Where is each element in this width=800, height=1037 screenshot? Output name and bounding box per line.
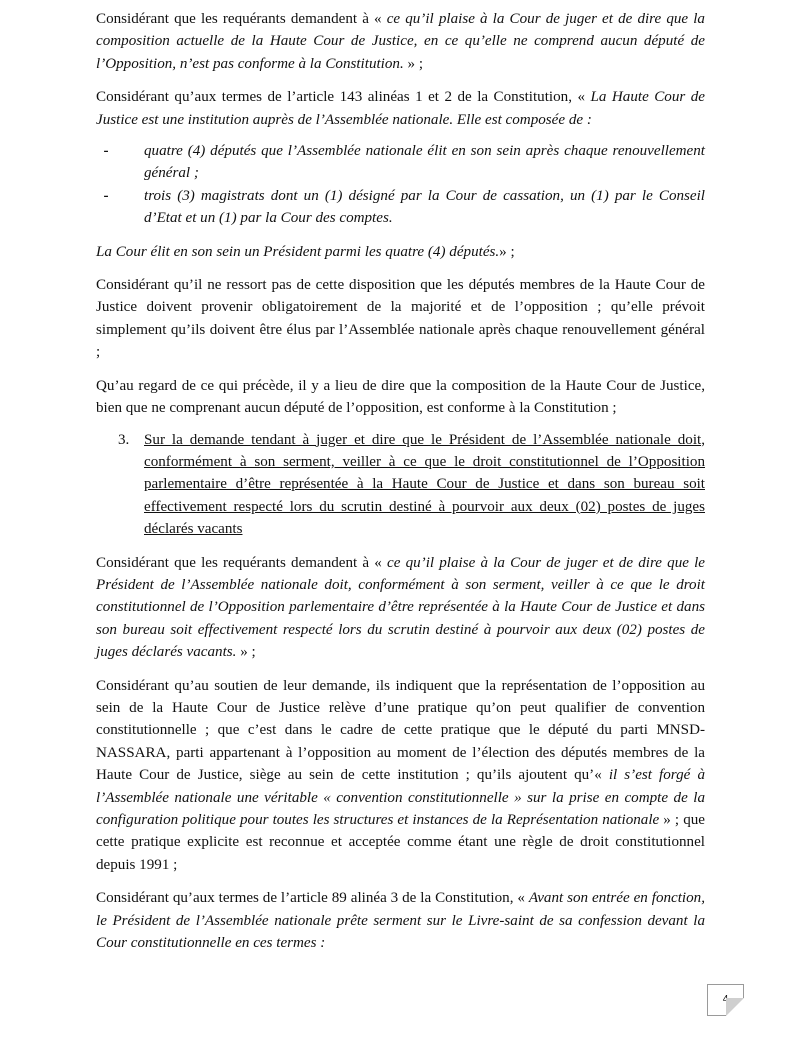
page-number-box (707, 984, 744, 1016)
text-segment: Considérant qu’aux termes de l’article 143 alinéas 1 et 2 de la Constitution, « (96, 89, 591, 106)
paragraph-article-143 (96, 86, 705, 131)
text-segment: » ; que cette pratique explicite est reconnue et acceptée comme étant une règle de droit constitutionnel depuis 1991 ; (96, 812, 705, 873)
paragraph-disposition-analysis: Considérant qu’il ne ressort pas de cette disposition que les députés membres de la Haute Cour de Justice doivent provenir obligatoirement de la majorité et de l’opposition ; qu’elle prévoit simplement qu’ils doivent être élus par l’Assemblée nationale après chaque renouvellement général ; (96, 277, 705, 361)
quote-text: Avant son entrée en fonction, le Président de l’Assemblée nationale prête serment sur le Livre-saint de sa confession devant la Cour constitutionnelle en ces termes : (96, 890, 705, 952)
paragraph-requerants-demande-composition (96, 8, 705, 75)
list-item (96, 140, 705, 185)
text-segment: » ; (236, 644, 256, 661)
text-segment: » ; (499, 243, 515, 260)
quote-text: La Haute Cour de Justice est une institution auprès de l’Assemblée nationale. Elle est composée de : (96, 89, 705, 128)
section-heading-3 (96, 429, 705, 541)
composition-list (96, 140, 705, 230)
bullet-marker: - (103, 143, 109, 160)
page-number: 4 (722, 994, 729, 1005)
text-segment: Considérant qu’aux termes de l’article 89 alinéa 3 de la Constitution, « (96, 890, 529, 907)
section-heading-text: Sur la demande tendant à juger et dire que le Président de l’Assemblée nationale doit, conformément à son serment, veiller à ce que le droit constitutionnel de l’Opposition parlementaire d’être représentée à la Haute Cour de Justice et dans son bureau soit effectivement respecté lors du scrutin destiné à pourvoir aux deux (02) postes de juges déclarés vacants (144, 431, 705, 538)
quote-text: ce qu’il plaise à la Cour de juger et de dire que la composition actuelle de la Haute Cour de Justice, en ce qu’elle ne comprend aucun député de l’Opposition, n’est pas conforme à la Constitution. (96, 11, 705, 72)
paragraph-convention-constitutionnelle (96, 675, 705, 877)
quote-text: La Cour élit en son sein un Président parmi les quatre (4) députés. (96, 243, 500, 260)
quote-text: ce qu’il plaise à la Cour de juger et de dire que le Président de l’Assemblée nationale doit, conformément à son serment, veiller à ce que le droit constitutionnel de l’Opposition parlementaire d’être représentée à la Haute Cour de Justice et dans son bureau soit effectivement respecté lors du scrutin destiné à pourvoir aux deux (02) postes de juges déclarés vacants. (96, 554, 706, 661)
paragraph-requerants-demande-president (96, 552, 705, 664)
paragraph-conclusion-conforme: Qu’au regard de ce qui précède, il y a lieu de dire que la composition de la Haute Cour de Justice, bien que ne comprenant aucun député de l’opposition, est conforme à la Constitution ; (96, 377, 705, 417)
text-segment: » ; (403, 55, 424, 72)
text-segment: Considérant qu’au soutien de leur demande, ils indiquent que la représentation de l’opposition au sein de la Haute Cour de Justice relève d’une pratique qu’on peut qualifier de convention constitutionnelle ; que c’est dans le cadre de cette pratique que le député du parti MNSD-NASSARA, parti appartenant à l’opposition au moment de l’élection des députés membres de la Haute Cour de Justice, siège au sein de cette institution ; qu’ils ajoutent qu’« (96, 677, 705, 784)
document-page (96, 8, 705, 965)
list-item (96, 185, 705, 230)
text-segment: Considérant que les requérants demandent à « (96, 11, 387, 27)
list-item-text: quatre (4) députés que l’Assemblée nationale élit en son sein après chaque renouvellement général ; (144, 143, 705, 182)
section-number: 3. (118, 431, 130, 448)
page-fold-corner (726, 998, 744, 1016)
paragraph-article-89 (96, 887, 705, 954)
list-item-text: trois (3) magistrats dont un (1) désigné par la Cour de cassation, un (1) par le Conseil d’Etat et un (1) par la Cour des comptes. (144, 187, 705, 227)
bullet-marker: - (103, 187, 109, 204)
paragraph-president-election (96, 241, 705, 263)
text-segment: Considérant que les requérants demandent à « (96, 554, 388, 571)
quote-text: il s’est forgé à l’Assemblée nationale une véritable « convention constitutionnelle » sur la prise en compte de la configuration politique pour toutes les structures et instances de la Représentation nationale (96, 767, 705, 828)
